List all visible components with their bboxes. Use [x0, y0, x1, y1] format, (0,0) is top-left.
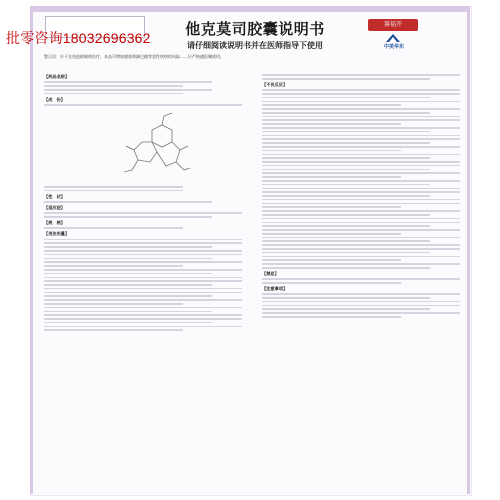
text-line: [44, 277, 242, 279]
text-line: [44, 93, 183, 95]
section-heading: 【成 份】: [44, 96, 65, 102]
text-line: [262, 161, 460, 163]
text-line: [262, 203, 460, 205]
section-heading: 【规 格】: [44, 219, 65, 225]
text-line: [262, 150, 401, 152]
text-line: [44, 280, 242, 282]
text-line: [44, 299, 242, 301]
sheet-right-border: [467, 6, 470, 494]
text-line: [262, 169, 430, 171]
text-line: [44, 216, 212, 218]
text-line: [44, 242, 242, 244]
text-line: [44, 239, 242, 241]
text-line: [44, 303, 183, 305]
section-heading: 【药品名称】: [44, 74, 70, 79]
text-line: [262, 210, 460, 212]
sheet-left-border: [30, 6, 33, 494]
text-line: [262, 222, 460, 224]
text-line: [44, 314, 242, 316]
text-line: [262, 116, 460, 118]
text-line: [262, 229, 460, 231]
text-line: [262, 78, 430, 80]
text-line: [262, 214, 430, 216]
text-line: [262, 199, 460, 201]
text-line: [262, 233, 401, 235]
text-line: [44, 104, 242, 106]
text-line: [262, 195, 430, 197]
text-line: [262, 127, 460, 129]
text-line: [262, 305, 460, 307]
text-line: [262, 248, 460, 250]
text-line: [44, 265, 183, 267]
brand-logo-text: 中美华东: [383, 44, 404, 50]
text-line: [262, 180, 460, 182]
text-line: [44, 318, 242, 320]
chemical-structure-diagram: [122, 110, 192, 180]
sheet-top-border: [30, 6, 470, 12]
text-line: [44, 258, 212, 260]
brand-badge: 赛福开: [368, 19, 418, 31]
text-line: [44, 246, 212, 248]
text-line: [262, 172, 460, 174]
text-line: [44, 81, 212, 83]
text-line: [262, 267, 430, 269]
text-line: [44, 190, 183, 192]
text-line: [262, 138, 460, 140]
text-line: [44, 227, 183, 229]
document-subtitle: 请仔细阅读说明书并在医师指导下使用: [187, 41, 323, 50]
text-line: [44, 186, 183, 188]
text-line: [44, 201, 212, 203]
text-line: [262, 154, 460, 156]
text-line: [262, 237, 460, 239]
section-heading: 【禁忌】: [262, 270, 279, 276]
text-line: [44, 254, 242, 256]
contact-overlay: 批零咨询18032696362: [6, 30, 151, 46]
right-column: [262, 72, 460, 320]
text-line: [262, 119, 460, 121]
text-line: [262, 188, 460, 190]
text-line: [262, 142, 430, 144]
text-line: [262, 74, 460, 76]
text-line: [262, 131, 430, 133]
text-line: [44, 261, 242, 263]
text-line: [262, 282, 401, 284]
text-line: [262, 263, 460, 265]
text-line: [262, 112, 430, 114]
text-line: [262, 308, 430, 310]
text-line: [44, 273, 212, 275]
text-line: [262, 146, 460, 148]
text-line: [262, 256, 460, 258]
text-line: [44, 326, 242, 328]
text-line: [44, 269, 242, 271]
text-line: [262, 252, 430, 254]
text-line: [44, 311, 212, 313]
section-heading: 【性 状】: [44, 193, 65, 199]
text-line: [262, 297, 430, 299]
section-heading: 【适应症】: [44, 204, 65, 210]
text-line: [44, 288, 242, 290]
text-line: [44, 85, 183, 87]
text-line: [44, 212, 242, 214]
text-line: [262, 108, 460, 110]
text-line: [262, 157, 430, 159]
text-line: [44, 307, 242, 309]
text-line: [262, 184, 430, 186]
text-line: [262, 278, 460, 280]
brand-logo-icon: [386, 33, 400, 43]
text-line: [44, 329, 183, 331]
text-line: [262, 244, 460, 246]
text-line: [262, 165, 460, 167]
text-line: [44, 89, 212, 91]
text-line: [262, 135, 460, 137]
section-heading: 【用法用量】: [44, 231, 70, 237]
text-line: [262, 293, 460, 295]
text-line: [44, 295, 212, 297]
text-line: [262, 104, 401, 106]
text-line: [262, 259, 401, 261]
section-heading: 【不良反应】: [262, 81, 288, 87]
text-line: [262, 301, 460, 303]
text-line: [262, 176, 401, 178]
text-line: [262, 123, 401, 125]
text-line: [44, 250, 242, 252]
text-line: [262, 316, 401, 318]
text-line: [44, 292, 242, 294]
text-line: [262, 97, 430, 99]
text-line: [262, 206, 401, 208]
text-line: [44, 322, 212, 324]
document-title: 他克莫司胶囊说明书: [185, 20, 325, 38]
text-line: [262, 240, 430, 242]
text-line: [262, 225, 430, 227]
text-line: [262, 218, 460, 220]
text-line: [262, 89, 460, 91]
text-line: [262, 93, 460, 95]
warning-text: 警示语：应于在免疫抑制剂治疗、本品可增加感染和淋巴瘤等恶性疾病的风险……应严格遵医嘱使用。: [44, 54, 224, 59]
section-heading: 【注意事项】: [262, 285, 288, 291]
text-line: [262, 312, 460, 314]
text-line: [262, 101, 460, 103]
text-line: [44, 284, 212, 286]
text-line: [262, 191, 460, 193]
